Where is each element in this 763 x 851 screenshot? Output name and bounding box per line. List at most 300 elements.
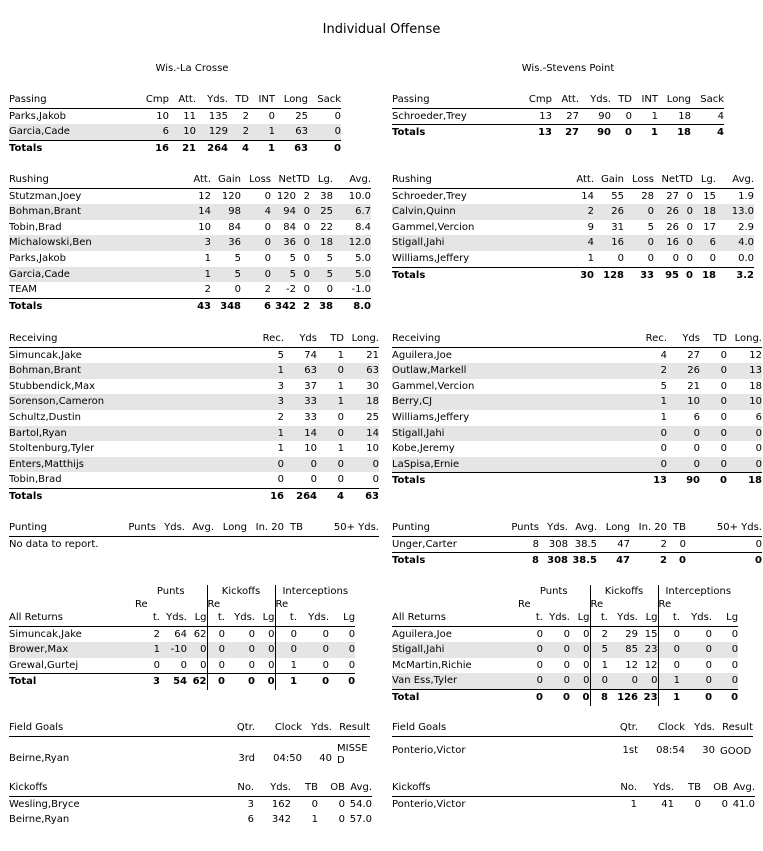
stat-cell: 0 bbox=[658, 658, 680, 674]
stat-cell: 0 bbox=[720, 380, 727, 392]
player-name: Bohman,Brant bbox=[9, 363, 239, 379]
column-header: Cmp bbox=[142, 92, 169, 108]
stat-cell: 10 bbox=[366, 443, 379, 455]
table-row bbox=[392, 441, 762, 457]
total-cell: 0 bbox=[667, 553, 686, 569]
table-row bbox=[9, 188, 371, 204]
total-cell: 0 bbox=[680, 689, 712, 705]
totals-label: Totals bbox=[9, 298, 181, 314]
column-header: Yds bbox=[284, 331, 317, 347]
total-cell: 1 bbox=[275, 674, 297, 690]
stat-cell: 33 bbox=[284, 394, 317, 410]
stat-cell: 0 bbox=[348, 659, 356, 671]
column-header: Net bbox=[271, 172, 296, 188]
column-header: Clock bbox=[638, 720, 685, 736]
stat-cell: -1.0 bbox=[351, 284, 371, 296]
stat-cell: 40 bbox=[319, 753, 332, 764]
stat-cell: 0 bbox=[679, 538, 686, 550]
stat-cell: 5 bbox=[277, 349, 284, 361]
column-header: Avg. bbox=[568, 520, 597, 536]
total-cell: 33 bbox=[624, 267, 654, 283]
player-name: Aguilera,Joe bbox=[392, 349, 452, 361]
stat-cell: 38.5 bbox=[574, 538, 597, 550]
stat-cell: 10 bbox=[667, 394, 700, 410]
table-row bbox=[392, 673, 738, 689]
stat-cell: 41.0 bbox=[732, 798, 755, 810]
player-name: Simuncak,Jake bbox=[9, 349, 82, 361]
table-header bbox=[392, 780, 755, 796]
stat-cell: 74 bbox=[304, 349, 317, 361]
table-row bbox=[392, 536, 762, 553]
column-subheader: Re bbox=[590, 599, 608, 610]
column-header: TD bbox=[679, 172, 693, 188]
no-data-message: No data to report. bbox=[9, 538, 99, 550]
player-name: Outlaw,Markell bbox=[392, 363, 622, 379]
player-name: Parks,Jakob bbox=[9, 252, 66, 264]
stat-cell: 0 bbox=[667, 426, 700, 442]
stat-cell: 0 bbox=[518, 673, 543, 689]
section-title: Punting bbox=[9, 520, 121, 536]
stat-cell: 2 bbox=[622, 363, 667, 379]
total-cell: 18 bbox=[658, 125, 691, 141]
column-header: t. bbox=[518, 610, 543, 626]
column-header: Lg bbox=[187, 610, 207, 626]
column-header: Att. bbox=[169, 92, 196, 108]
player-name: Tobin,Brad bbox=[9, 221, 62, 233]
stat-cell: 5 bbox=[326, 252, 333, 264]
totals-row bbox=[9, 488, 379, 504]
total-cell: 128 bbox=[594, 267, 624, 283]
stat-cell: 0 bbox=[337, 411, 344, 423]
stat-cell: 0 bbox=[268, 110, 275, 122]
totals-label: Totals bbox=[392, 473, 622, 489]
totals-label: Totals bbox=[392, 125, 525, 141]
stat-cell: 18 bbox=[693, 204, 716, 220]
column-header: Gain bbox=[211, 172, 241, 188]
column-header: t. bbox=[275, 610, 297, 626]
column-header: Yds. bbox=[196, 92, 228, 108]
stat-cell: 2 bbox=[204, 284, 211, 296]
stat-cell: 94 bbox=[271, 204, 296, 220]
stat-cell: 38 bbox=[320, 190, 333, 202]
column-header: Lg bbox=[570, 610, 590, 626]
stat-cell: 2 bbox=[264, 284, 271, 296]
stat-cell: 25 bbox=[366, 411, 379, 423]
stat-cell: 0 bbox=[248, 628, 255, 640]
section-title: Receiving bbox=[9, 331, 239, 347]
stat-cell: 0 bbox=[308, 124, 341, 140]
field-goals-table-left bbox=[9, 720, 370, 767]
column-header: Yds. bbox=[254, 780, 291, 796]
column-header: Lg bbox=[255, 610, 275, 626]
stat-cell: 3 bbox=[239, 394, 284, 410]
stat-cell: 1 bbox=[651, 110, 658, 122]
table-row bbox=[392, 410, 762, 426]
table-row bbox=[9, 457, 379, 473]
section-title: Passing bbox=[9, 92, 142, 108]
total-cell: 0 bbox=[308, 140, 341, 156]
stat-cell: 0 bbox=[624, 235, 654, 251]
column-header: Yds bbox=[667, 331, 700, 347]
stat-cell: 0 bbox=[570, 642, 590, 658]
player-name: Gammel,Vercion bbox=[392, 221, 475, 233]
stat-cell: 5 bbox=[590, 642, 608, 658]
stat-cell: 1 bbox=[239, 426, 284, 442]
stat-cell: 0 bbox=[563, 659, 570, 671]
table-row bbox=[9, 379, 379, 395]
column-group-header: Punts bbox=[539, 586, 568, 597]
stat-cell: 120 bbox=[276, 190, 296, 202]
stat-cell: 4 bbox=[717, 110, 724, 122]
stat-cell: 0 bbox=[617, 252, 624, 264]
stat-cell: 10.0 bbox=[348, 190, 371, 202]
stat-cell: 0 bbox=[264, 221, 271, 233]
total-cell: 38.5 bbox=[568, 553, 597, 569]
player-name: Bartol,Ryan bbox=[9, 426, 239, 442]
player-name: Unger,Carter bbox=[392, 538, 457, 550]
player-name: Berry,CJ bbox=[392, 394, 622, 410]
stat-cell: 0 bbox=[248, 659, 255, 671]
stat-cell: 120 bbox=[221, 190, 241, 202]
player-name: Aguilera,Joe bbox=[392, 628, 452, 640]
total-cell: 0 bbox=[255, 674, 275, 690]
column-subheader: Re bbox=[275, 599, 297, 610]
stat-cell: 5.0 bbox=[333, 267, 371, 283]
player-name: Stubbendick,Max bbox=[9, 380, 96, 392]
punting-table-left bbox=[9, 520, 379, 550]
total-cell: 16 bbox=[239, 488, 284, 504]
stat-cell: 0 bbox=[693, 443, 700, 455]
stat-cell: 29 bbox=[625, 628, 638, 640]
player-name: Stutzman,Joey bbox=[9, 190, 82, 202]
stat-cell: 6 bbox=[693, 235, 716, 251]
table-header bbox=[9, 172, 371, 188]
stat-cell: 0 bbox=[686, 221, 693, 233]
table-row bbox=[392, 796, 755, 812]
player-name: Ponterio,Victor bbox=[392, 798, 466, 810]
stat-cell: -10 bbox=[160, 642, 187, 658]
table-header bbox=[9, 720, 370, 736]
stat-cell: 0 bbox=[727, 457, 762, 473]
spacer-cell bbox=[9, 585, 135, 599]
column-header: Long bbox=[275, 92, 308, 108]
stat-cell: 1 bbox=[337, 380, 344, 392]
stat-cell: 0 bbox=[303, 221, 310, 233]
totals-label: Total bbox=[392, 689, 518, 705]
stat-cell: 0 bbox=[310, 474, 317, 486]
stat-cell: 36 bbox=[211, 235, 241, 251]
section-title: Punting bbox=[392, 520, 504, 536]
total-cell: 13 bbox=[622, 473, 667, 489]
player-name: LaSpisa,Ernie bbox=[392, 457, 622, 473]
column-header: Yds. bbox=[156, 520, 185, 536]
section-title: Passing bbox=[392, 92, 525, 108]
stat-cell: 10 bbox=[727, 394, 762, 410]
column-header: Avg. bbox=[728, 780, 755, 796]
stat-cell: 26 bbox=[666, 221, 679, 233]
section-title: Field Goals bbox=[392, 720, 600, 736]
stat-cell: 13 bbox=[539, 110, 552, 122]
stat-cell: 0 bbox=[694, 798, 701, 810]
stat-cell: 10 bbox=[304, 443, 317, 455]
stat-cell: 0 bbox=[727, 426, 762, 442]
stat-cell: 162 bbox=[271, 798, 291, 810]
column-header: Rec. bbox=[622, 331, 667, 347]
column-group-header: Kickoffs bbox=[590, 585, 658, 599]
total-cell: 27 bbox=[552, 125, 579, 141]
column-header: Loss bbox=[241, 172, 271, 188]
column-header: Loss bbox=[624, 172, 654, 188]
table-row bbox=[392, 394, 762, 410]
stat-cell: 0 bbox=[622, 457, 667, 473]
player-name: Williams,Jeffery bbox=[392, 411, 470, 423]
section-title: Kickoffs bbox=[392, 780, 607, 796]
column-header: Gain bbox=[594, 172, 624, 188]
totals-label: Totals bbox=[9, 140, 142, 156]
total-cell: 1 bbox=[632, 125, 658, 141]
column-header: Yds. bbox=[302, 720, 332, 736]
passing-table-left bbox=[9, 92, 341, 156]
total-cell: 0 bbox=[543, 689, 570, 705]
table-header bbox=[9, 780, 372, 796]
stat-cell: 0 bbox=[667, 457, 700, 473]
column-group-header: Interceptions bbox=[275, 585, 355, 599]
total-cell: 0 bbox=[700, 473, 727, 489]
stat-cell: 54.0 bbox=[349, 798, 372, 810]
stat-cell: 0 bbox=[317, 457, 344, 473]
stat-cell: 1 bbox=[337, 349, 344, 361]
total-cell: 8 bbox=[504, 553, 539, 569]
column-subheader: Re bbox=[135, 599, 148, 610]
stat-cell: 12 bbox=[644, 659, 658, 671]
stat-cell: 37 bbox=[304, 380, 317, 392]
player-name: TEAM bbox=[9, 284, 37, 296]
stat-cell: 2 bbox=[277, 411, 284, 423]
stat-cell: 10 bbox=[169, 124, 196, 140]
spacer-cell bbox=[680, 599, 712, 610]
stat-cell: 0 bbox=[372, 474, 379, 486]
total-cell: 0 bbox=[518, 689, 543, 705]
stat-cell: 0 bbox=[207, 658, 225, 674]
total-cell: 0 bbox=[329, 674, 355, 690]
stat-cell: 64 bbox=[174, 628, 187, 640]
totals-row bbox=[392, 267, 754, 283]
stat-cell: 0 bbox=[536, 628, 543, 640]
stat-cell: 0 bbox=[234, 284, 241, 296]
stat-cell: 0 bbox=[303, 252, 310, 264]
stat-cell: 21 bbox=[366, 349, 379, 361]
player-name: Stigall,Jahi bbox=[392, 235, 564, 251]
stat-cell: GOOD bbox=[720, 746, 752, 758]
column-header: TD bbox=[317, 331, 344, 347]
stat-cell: 5 bbox=[289, 252, 296, 264]
table-row bbox=[392, 379, 762, 395]
column-header: No. bbox=[224, 780, 254, 796]
table-row bbox=[392, 658, 738, 674]
stat-cell: 0 bbox=[720, 349, 727, 361]
table-row bbox=[9, 363, 379, 379]
stat-cell: 1 bbox=[249, 124, 275, 140]
column-header: TD bbox=[611, 92, 632, 108]
player-name: Calvin,Quinn bbox=[392, 204, 564, 220]
stat-cell: 0 bbox=[721, 798, 728, 810]
stat-cell: 1 bbox=[311, 814, 318, 826]
table-row bbox=[9, 472, 379, 488]
stat-cell: 0 bbox=[241, 235, 271, 251]
stat-cell: 0 bbox=[275, 642, 297, 658]
stat-cell: 0 bbox=[720, 443, 727, 455]
column-header: Long bbox=[597, 520, 630, 536]
stat-cell: 0 bbox=[311, 798, 318, 810]
stat-cell: 0 bbox=[334, 110, 341, 122]
stat-cell: 1 bbox=[204, 252, 211, 264]
stat-cell: 5 bbox=[211, 267, 241, 283]
column-header: Yds. bbox=[160, 610, 187, 626]
column-header: Avg. bbox=[333, 172, 371, 188]
player-name: Bohman,Brant bbox=[9, 204, 181, 220]
stat-cell: 0 bbox=[700, 457, 727, 473]
stat-cell: 16 bbox=[654, 235, 679, 251]
stat-cell: 6 bbox=[142, 124, 169, 140]
section-title: Field Goals bbox=[9, 720, 217, 736]
stat-cell: 1 bbox=[337, 443, 344, 455]
stat-cell: 0 bbox=[672, 252, 679, 264]
stat-cell: 04:50 bbox=[273, 753, 302, 764]
stat-cell: 63 bbox=[344, 363, 379, 379]
stat-cell: 0 bbox=[658, 626, 680, 642]
column-header: Att. bbox=[552, 92, 579, 108]
stat-cell: 0 bbox=[679, 235, 693, 251]
spacer-cell bbox=[9, 599, 135, 610]
stat-cell: 0 bbox=[338, 798, 345, 810]
stat-cell: 0 bbox=[303, 284, 310, 296]
stat-cell: 6 bbox=[755, 411, 762, 423]
stat-cell: 12.0 bbox=[333, 235, 371, 251]
spacer-cell bbox=[187, 599, 207, 610]
spacer-cell bbox=[543, 599, 570, 610]
stat-cell: -2 bbox=[286, 284, 296, 296]
receiving-table-left bbox=[9, 331, 379, 505]
table-row bbox=[9, 812, 372, 828]
total-cell: 13 bbox=[525, 125, 552, 141]
total-cell: 4 bbox=[691, 125, 724, 141]
stat-cell: 0 bbox=[712, 642, 738, 658]
stat-cell: 13.0 bbox=[716, 204, 754, 220]
rushing-table-left bbox=[9, 172, 371, 314]
table-header bbox=[9, 520, 379, 536]
total-cell: 0 bbox=[611, 125, 632, 141]
stat-cell: 5 bbox=[310, 267, 333, 283]
total-cell: 54 bbox=[160, 674, 187, 690]
stat-cell: 0 bbox=[712, 673, 738, 689]
stat-cell: MISSED bbox=[337, 742, 368, 766]
spacer-cell bbox=[160, 599, 187, 610]
column-header: Cmp bbox=[525, 92, 552, 108]
table-row bbox=[392, 251, 754, 267]
stat-cell: 0 bbox=[518, 642, 543, 658]
stat-cell: 98 bbox=[211, 204, 241, 220]
stat-cell: 0 bbox=[268, 659, 275, 671]
table-row bbox=[9, 410, 379, 426]
stat-cell: 0 bbox=[720, 411, 727, 423]
total-cell: 308 bbox=[539, 553, 568, 569]
section-title: Rushing bbox=[392, 172, 564, 188]
stat-cell: 26 bbox=[594, 204, 624, 220]
column-header: Lg. bbox=[693, 172, 716, 188]
stat-cell: 0 bbox=[200, 659, 207, 671]
total-cell: 95 bbox=[654, 267, 679, 283]
player-name: Schultz,Dustin bbox=[9, 411, 81, 423]
table-row bbox=[9, 220, 371, 236]
column-group-header: Punts bbox=[156, 586, 185, 597]
total-cell: 8.0 bbox=[333, 298, 371, 314]
column-header: Lg. bbox=[310, 172, 333, 188]
passing-table-right bbox=[392, 92, 724, 141]
column-header: In. 20 bbox=[630, 520, 667, 536]
spacer-cell bbox=[392, 599, 518, 610]
table-row bbox=[392, 363, 762, 379]
totals-row bbox=[392, 689, 738, 705]
stat-cell: 0 bbox=[658, 642, 680, 658]
column-header: Avg. bbox=[345, 780, 372, 796]
stat-cell: 1 bbox=[622, 394, 667, 410]
stat-cell: 0 bbox=[731, 628, 739, 640]
stat-cell: 0 bbox=[338, 814, 345, 826]
total-cell: 126 bbox=[608, 689, 638, 705]
stat-cell: 2 bbox=[228, 124, 249, 140]
stat-cell: 08:54 bbox=[656, 744, 685, 756]
spacer-cell bbox=[712, 599, 738, 610]
stat-cell: 30 bbox=[702, 744, 715, 756]
player-name: Wesling,Bryce bbox=[9, 798, 80, 810]
total-cell: 62 bbox=[187, 674, 207, 690]
column-header: 50+ Yds. bbox=[303, 520, 379, 536]
totals-row bbox=[392, 553, 762, 569]
stat-cell: 0 bbox=[187, 642, 207, 658]
player-name: Beirne,Ryan bbox=[9, 753, 70, 764]
spacer-cell bbox=[608, 599, 638, 610]
column-header: Clock bbox=[255, 720, 302, 736]
stat-cell: 0 bbox=[275, 626, 297, 642]
column-header: TD bbox=[228, 92, 249, 108]
stat-cell: 0 bbox=[625, 110, 632, 122]
table-row bbox=[9, 108, 341, 124]
totals-row bbox=[9, 298, 371, 314]
column-header: Punts bbox=[504, 520, 539, 536]
stat-cell: 2 bbox=[153, 628, 160, 640]
stat-cell: 2 bbox=[564, 204, 594, 220]
table-row bbox=[9, 204, 371, 220]
total-cell: 0 bbox=[297, 674, 329, 690]
totals-label: Total bbox=[9, 674, 135, 690]
total-cell: 4 bbox=[317, 488, 344, 504]
stat-cell: 28 bbox=[641, 190, 654, 202]
stat-cell: 0 bbox=[543, 642, 570, 658]
stat-cell: 0 bbox=[624, 204, 654, 220]
stat-cell: 0 bbox=[583, 628, 590, 640]
player-name: Parks,Jakob bbox=[9, 110, 66, 122]
stat-cell: 0 bbox=[322, 659, 330, 671]
column-header: Punts bbox=[121, 520, 156, 536]
stat-cell: 1 bbox=[590, 658, 608, 674]
column-header: Qtr. bbox=[217, 720, 255, 736]
stat-cell: 0 bbox=[638, 673, 658, 689]
stat-cell: 1st bbox=[622, 744, 638, 756]
column-header: Yds. bbox=[539, 520, 568, 536]
stat-cell: 3 bbox=[247, 798, 254, 810]
table-row bbox=[392, 426, 762, 442]
column-header: Rec. bbox=[239, 331, 284, 347]
